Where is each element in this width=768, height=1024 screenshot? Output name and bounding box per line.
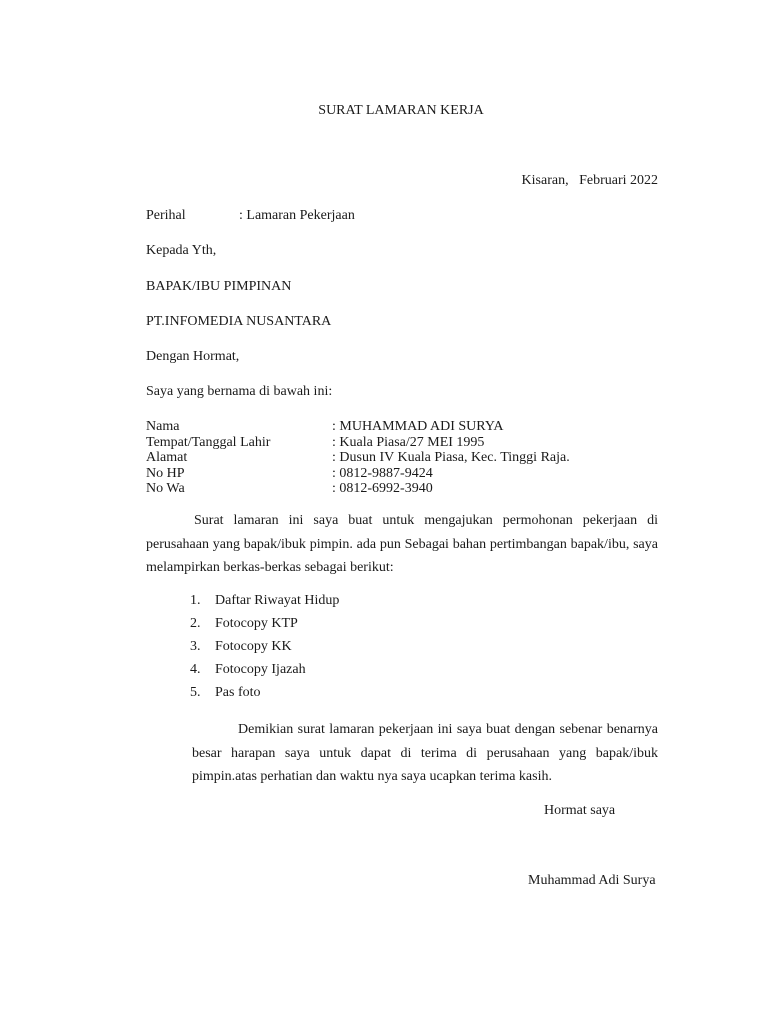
applicant-label: No Wa — [146, 481, 185, 496]
list-item-text: Fotocopy KTP — [215, 616, 298, 631]
letter-date: Kisaran, Februari 2022 — [521, 173, 658, 188]
applicant-value: : 0812-9887-9424 — [332, 465, 433, 481]
list-item-text: Fotocopy KK — [215, 639, 292, 654]
closing-phrase: Hormat saya — [544, 803, 616, 818]
recipient-salutation: Kepada Yth, — [146, 243, 217, 258]
applicant-value: : MUHAMMAD ADI SURYA — [332, 419, 504, 434]
subject-label: Perihal — [146, 208, 186, 223]
subject-value: : Lamaran Pekerjaan — [239, 208, 355, 223]
attachment-list — [190, 593, 339, 708]
applicant-label: Nama — [146, 419, 180, 434]
applicant-row-address — [146, 450, 646, 466]
greeting: Dengan Hormat, — [146, 349, 240, 364]
applicant-row-name — [146, 419, 646, 435]
applicant-label: Alamat — [146, 450, 188, 465]
list-item-text: Pas foto — [215, 685, 261, 700]
list-item-text: Daftar Riwayat Hidup — [215, 593, 340, 608]
signer-name: Muhammad Adi Surya — [528, 873, 656, 888]
list-item — [190, 593, 339, 616]
recipient-line-1: BAPAK/IBU PIMPINAN — [146, 279, 292, 294]
list-item — [190, 685, 339, 708]
applicant-row-birth — [146, 435, 646, 451]
applicant-value: : 0812-6992-3940 — [332, 481, 433, 496]
intro-line: Saya yang bernama di bawah ini: — [146, 384, 333, 399]
applicant-value: : Kuala Piasa/27 MEI 1995 — [332, 434, 485, 450]
applicant-label: No HP — [146, 465, 185, 481]
list-item — [190, 639, 339, 662]
subject-line — [146, 208, 355, 224]
list-item — [190, 662, 339, 685]
list-item-number: 1. — [190, 593, 201, 608]
list-item-number: 3. — [190, 639, 201, 654]
list-item-number: 2. — [190, 616, 201, 631]
list-item-text: Fotocopy Ijazah — [215, 662, 306, 677]
body-paragraph — [146, 509, 658, 580]
body-paragraph-text: Surat lamaran ini saya buat untuk mengajukan permohonan pekerjaan di perusahaan yang bapak/ibuk pimpin. ada pun Sebagai bahan pertimbangan bapak/ibu, saya melampirkan berkas-berkas sebagai berikut: — [146, 513, 658, 575]
applicant-value: : Dusun IV Kuala Piasa, Kec. Tinggi Raja. — [332, 450, 570, 465]
applicant-row-whatsapp — [146, 481, 646, 497]
closing-paragraph-text: Demikian surat lamaran pekerjaan ini saya buat dengan sebenar benarnya besar harapan saya untuk dapat di terima di perusahaan yang bapak/ibuk pimpin.atas perhatian dan waktu nya saya ucapkan terima kasih. — [192, 722, 658, 784]
closing-paragraph — [192, 718, 658, 789]
list-item-number: 5. — [190, 685, 201, 700]
list-item — [190, 616, 339, 639]
letter-title: SURAT LAMARAN KERJA — [318, 103, 484, 118]
applicant-info — [146, 419, 646, 497]
applicant-row-phone — [146, 466, 646, 482]
applicant-label: Tempat/Tanggal Lahir — [146, 434, 271, 450]
recipient-line-2: PT.INFOMEDIA NUSANTARA — [146, 314, 332, 329]
list-item-number: 4. — [190, 662, 201, 677]
